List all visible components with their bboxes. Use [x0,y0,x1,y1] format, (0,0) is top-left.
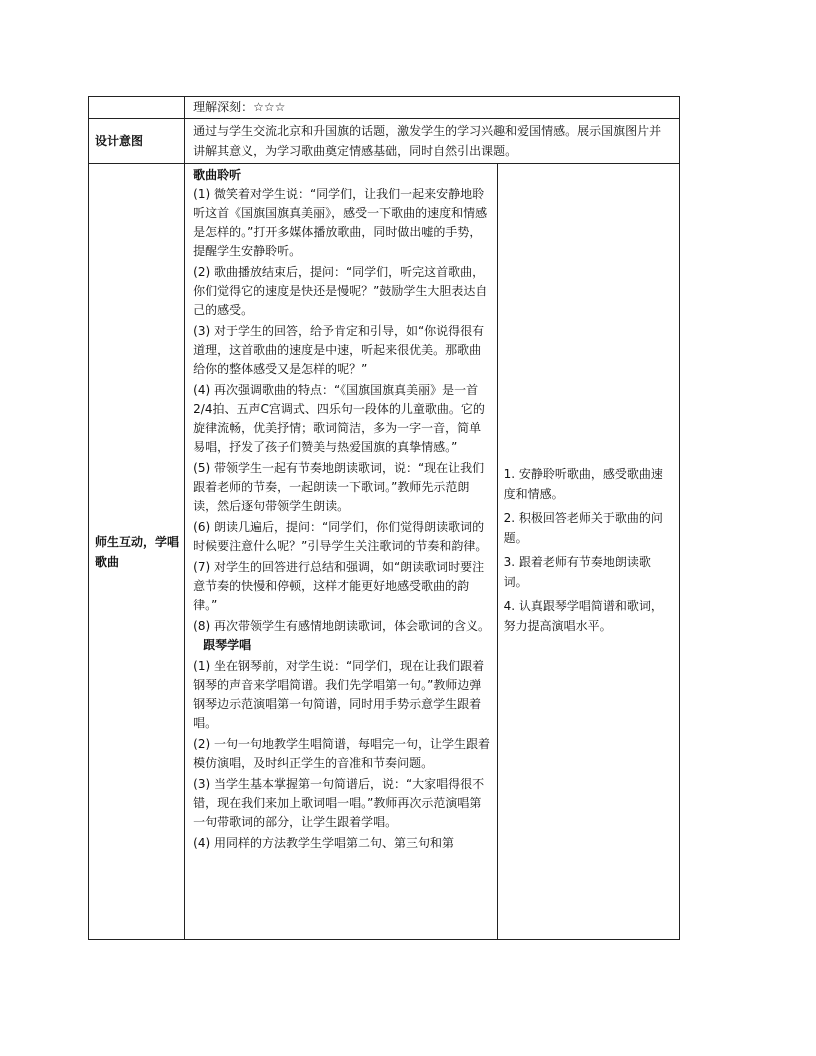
teacher-step-with-title [193,617,491,655]
design-intent-label: 设计意图 [89,119,185,164]
teacher-step-text: (8) 再次带领学生有感情地朗读歌词，体会歌词的含义。 [193,619,490,633]
student-activity-cell [497,164,679,940]
student-activity: 3. 跟着老师有节奏地朗读歌词。 [503,554,651,589]
design-intent-content: 通过与学生交流北京和升国旗的话题，激发学生的学习兴趣和爱国情感。展示国旗图片并讲解其意义，为学习歌曲奠定情感基础，同时自然引出课题。 [193,124,662,158]
teacher-step: (1) 坐在钢琴前，对学生说：“同学们，现在让我们跟着钢琴的声音来学唱简谱。我们先学唱第一句。”教师边弹钢琴边示范演唱第一句简谱，同时用手势示意学生跟着唱。 [193,659,485,730]
section-title-singing: 跟琴学唱 [203,638,252,652]
section-title-listening: 歌曲聆听 [193,168,242,182]
student-activity: 4. 认真跟琴学唱简谱和歌词，努力提高演唱水平。 [503,598,663,633]
teacher-step: (3) 对于学生的回答，给予肯定和引导，如“你说得很有道理，这首歌曲的速度是中速，听起来很优美。那歌曲给你的整体感受又是怎样的呢？” [193,324,485,376]
rating-row [89,97,680,119]
teacher-step: (5) 带领学生一起有节奏地朗读歌词，说：“现在让我们跟着老师的节奏，一起朗读一下歌词。”教师先示范朗读，然后逐句带领学生朗读。 [193,461,485,513]
interaction-label-text: 师生互动，学唱歌曲 [95,534,180,569]
rating-text: 理解深刻：☆☆☆ [193,100,286,114]
teacher-step: (6) 朗读几遍后，提问：“同学们，你们觉得朗读歌词的时候要注意什么呢？”引导学生关注歌词的节奏和韵律。 [193,520,488,553]
teacher-step: (3) 当学生基本掌握第一句简谱后，说：“大家唱得很不错，现在我们来加上歌词唱一唱。”教师再次示范演唱第一句带歌词的部分，让学生跟着学唱。 [193,777,485,829]
interaction-row [89,164,680,940]
design-intent-row [89,119,680,164]
teacher-step: (4) 再次强调歌曲的特点：“《国旗国旗真美丽》是一首2/4拍、五声C宫调式、四乐句一段体的儿童歌曲。它的旋律流畅，优美抒情；歌词简洁，多为一字一音，简单易唱，抒发了孩子们赞美与热爱国旗的真挚情感。” [193,383,485,454]
interaction-label [89,164,185,940]
teacher-activity-cell [185,164,498,940]
student-activity: 1. 安静聆听歌曲，感受歌曲速度和情感。 [503,466,663,501]
teacher-step: (2) 歌曲播放结束后，提问：“同学们，听完这首歌曲，你们觉得它的速度是快还是慢呢？”鼓励学生大胆表达自己的感受。 [193,265,488,317]
teacher-step: (7) 对学生的回答进行总结和强调，如“朗读歌词时要注意节奏的快慢和停顿，这样才能更好地感受歌曲的韵律。” [193,560,485,612]
teacher-step: (4) 用同样的方法教学生学唱第二句、第三句和第 [193,836,454,850]
lesson-plan-table [88,96,680,940]
teacher-step: (1) 微笑着对学生说：“同学们，让我们一起来安静地聆听这首《国旗国旗真美丽》，感受一下歌曲的速度和情感是怎样的。”打开多媒体播放歌曲，同时做出嘘的手势，提醒学生安静聆听。 [193,187,488,258]
teacher-step: (2) 一句一句地教学生唱简谱，每唱完一句，让学生跟着模仿演唱，及时纠正学生的音准和节奏问题。 [193,737,490,770]
student-activity: 2. 积极回答老师关于歌曲的问题。 [503,510,663,545]
design-intent-text [185,119,680,164]
rating-cell [185,97,680,119]
rating-row-label-cell [89,97,185,119]
